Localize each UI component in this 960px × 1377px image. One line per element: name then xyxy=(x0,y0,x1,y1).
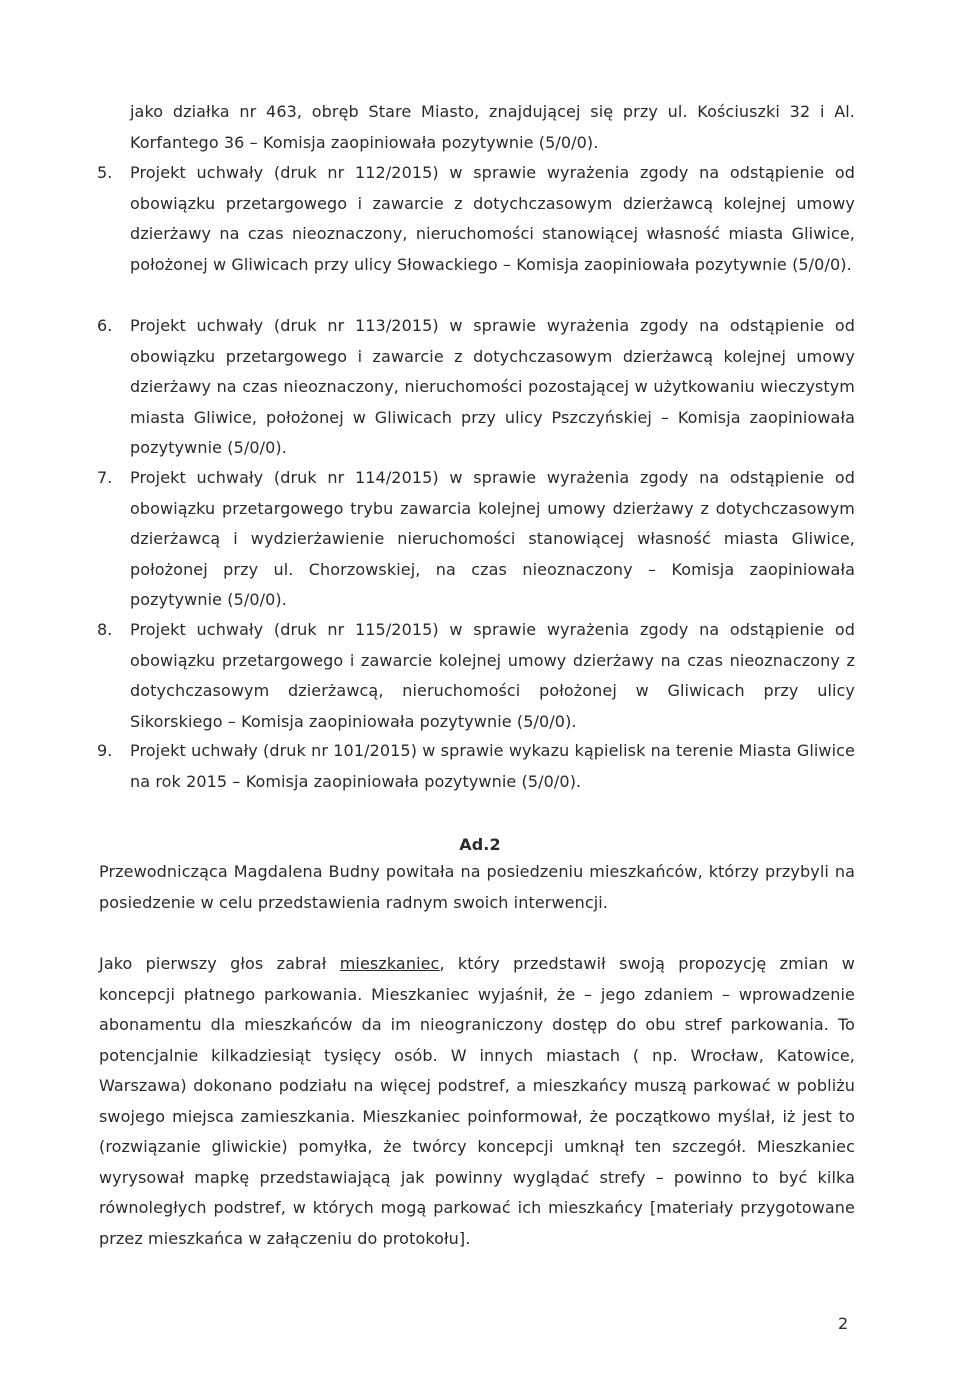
item-text: Projekt uchwały (druk nr 115/2015) w sprawie wyrażenia zgody na odstąpienie od obowiązku przetargowego i zawarcie kolejnej umowy dzierżawy na czas nieoznaczony z dotychczasowym dzierżawcą, nieruchomości położonej w Gliwicach przy ulicy Sikorskiego – Komisja zaopiniowała pozytywnie (5/0/0). xyxy=(130,620,855,731)
underlined-word: mieszkaniec xyxy=(339,954,440,973)
item-number: 5. xyxy=(97,163,113,182)
item-text: Projekt uchwały (druk nr 114/2015) w sprawie wyrażenia zgody na odstąpienie od obowiązku przetargowego trybu zawarcia kolejnej umowy dzierżawy z dotychczasowym dzierżawcą i wydzierżawienie nieruchomości stanowiącej własność miasta Gliwice, położonej przy ul. Chorzowskiej, na czas nieoznaczony – Komisja zaopiniowała pozytywnie (5/0/0). xyxy=(130,468,855,609)
paragraph-rest: , który przedstawił swoją propozycję zmian w koncepcji płatnego parkowania. Mieszkaniec wyjaśnił, że – jego zdaniem – wprowadzenie abonamentu dla mieszkańców da im nieograniczony dostęp do obu stref parkowania. To potencjalnie kilkadziesiąt tysięcy osób. W innych miastach ( np. Wrocław, Katowice, Warszawa) dokonano podziału na więcej podstref, a mieszkańcy muszą parkować w pobliżu swojego miejsca zamieszkania. Mieszkaniec poinformował, że początkowo myślał, iż jest to (rozwiązanie gliwickie) pomyłka, że twórcy koncepcji umknął ten szczegół. Mieszkaniec wyrysował mapkę przedstawiającą jak powinny wyglądać strefy – powinno to być kilka równoległych podstref, w których mogą parkować ich mieszkańcy [materiały przygotowane przez mieszkańca w załączeniu do protokołu]. xyxy=(99,954,855,1248)
page-number: 2 xyxy=(838,1314,849,1333)
item-number: 8. xyxy=(97,620,113,639)
item-text: Projekt uchwały (druk nr 112/2015) w sprawie wyrażenia zgody na odstąpienie od obowiązku przetargowego i zawarcie z dotychczasowym dzierżawcą kolejnej umowy dzierżawy na czas nieoznaczony, nieruchomości stanowiącej własność miasta Gliwice, położonej w Gliwicach przy ulicy Słowackiego – Komisja zaopiniowała pozytywnie (5/0/0). xyxy=(130,163,855,274)
paragraph-start: Jako pierwszy głos zabrał xyxy=(99,954,340,973)
section-heading: Ad.2 xyxy=(459,835,501,854)
continuation-text: jako działka nr 463, obręb Stare Miasto, znajdującej się przy ul. Kościuszki 32 i Al. Korfantego 36 – Komisja zaopiniowała pozytywnie (5/0/0). xyxy=(130,102,855,152)
item-text: Projekt uchwały (druk nr 101/2015) w sprawie wykazu kąpielisk na terenie Miasta Gliwice na rok 2015 – Komisja zaopiniowała pozytywnie (5/0/0). xyxy=(130,741,855,791)
paragraph-intro: Przewodnicząca Magdalena Budny powitała na posiedzeniu mieszkańców, którzy przybyli na posiedzenie w celu przedstawienia radnym swoich interwencji. xyxy=(99,862,855,912)
item-number: 9. xyxy=(97,741,113,760)
item-number: 6. xyxy=(97,316,113,335)
paragraph-resident xyxy=(99,949,855,1254)
item-text: Projekt uchwały (druk nr 113/2015) w sprawie wyrażenia zgody na odstąpienie od obowiązku przetargowego i zawarcie z dotychczasowym dzierżawcą kolejnej umowy dzierżawy na czas nieoznaczony, nieruchomości pozostającej w użytkowaniu wieczystym miasta Gliwice, położonej w Gliwicach przy ulicy Pszczyńskiej – Komisja zaopiniowała pozytywnie (5/0/0). xyxy=(130,316,855,457)
item-number: 7. xyxy=(97,468,113,487)
